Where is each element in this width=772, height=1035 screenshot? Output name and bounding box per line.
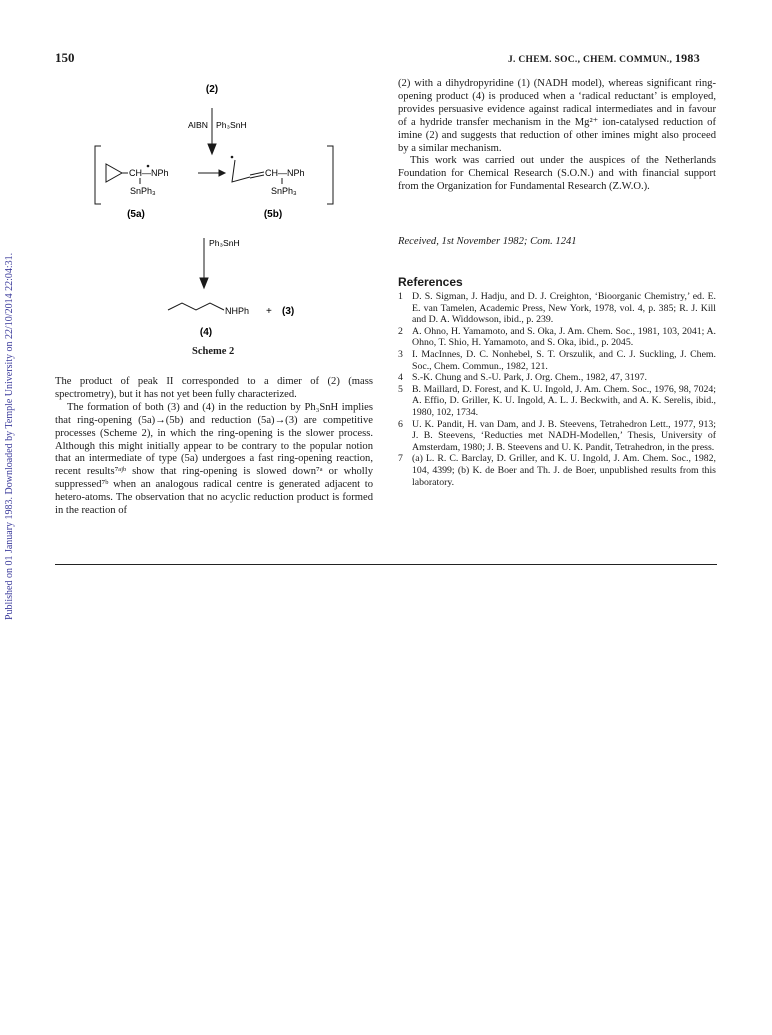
bracket-left — [95, 146, 101, 204]
running-head — [508, 51, 700, 66]
double-bond-b — [250, 175, 264, 178]
butyl-chain — [168, 303, 224, 310]
reference-item: 5 B. Maillard, D. Forest, and K. U. Ingold, J. Am. Chem. Soc., 1976, 98, 7024; A. Effio, D. Griller, K. U. Ingold, A. L. J. Beckwith, and A. K. Serelis, ibid., 1980, 102, 1734. — [398, 383, 716, 418]
reference-item: 3 I. MacInnes, D. C. Nonhebel, S. T. Orszulik, and C. J. Suckling, J. Chem. Soc., Chem. Commun., 1982, 121. — [398, 348, 716, 372]
page-rule — [55, 564, 717, 565]
journal-year: 1983 — [674, 51, 701, 65]
paragraph-formation: The formation of both (3) and (4) in the reduction by Ph₃SnH implies that ring-opening (5a)→(5b) and reduction (5a)→(3) are competitive processes (Scheme 2), in which the ring-opening is the slower process. Although this might initially appear to be contrary to the popular notion that an intermediate of type (5a) undergoes a fast ring-opening reaction, recent results⁷ᵃʲᵇ show that ring-opening is slowed down⁷ᵃ or wholly suppressed⁷ᵇ when an analogous radical centre is generated adjacent to hetero-atoms. The observation that no acyclic reduction product is formed in the reaction of — [55, 401, 373, 517]
scheme-caption: Scheme 2 — [192, 346, 235, 357]
received-date: Received, 1st November 1982; Com. 1241 — [398, 236, 577, 247]
product-nhph: NHPh — [225, 306, 250, 316]
reagent-ph3snh-1: Ph₃SnH — [216, 120, 247, 130]
plus-sign: + — [266, 306, 272, 317]
arrow-3-head — [200, 278, 208, 288]
snph3-5a: SnPh₃ — [130, 186, 156, 196]
compound-4-label: (4) — [199, 327, 213, 338]
radical-dot-5a — [147, 165, 150, 168]
scheme-2-figure — [80, 78, 380, 358]
left-column — [55, 376, 373, 518]
paragraph-acknowledgement: This work was carried out under the auspices of the Netherlands Foundation for Chemical Research (S.O.N.) and with financial support from the Organization for Fundamental Research (Z.W.O.). — [398, 155, 716, 193]
right-column — [398, 78, 716, 194]
download-notice-text: Published on 01 January 1983. Downloaded by Temple University on 22/10/2014 22:04:31. — [4, 252, 15, 620]
snph3-5b: SnPh₃ — [271, 186, 297, 196]
butenyl-chain — [232, 160, 250, 182]
bracket-right — [327, 146, 333, 204]
arrow-2-head — [219, 170, 225, 176]
double-bond-a — [250, 172, 264, 175]
compound-5a-label: (5a) — [127, 209, 145, 220]
reference-item: 6 U. K. Pandit, H. van Dam, and J. B. Steevens, Tetrahedron Lett., 1977, 913; J. B. Steevens, ‘Reducties met NADH-Modellen,’ Thesis, University of Amsterdam, 1980; J. B. Steevens and U. K. Pandit, Tetrahedron, in the press. — [398, 418, 716, 453]
compound-3-label: (3) — [282, 306, 295, 317]
page-number: 150 — [55, 50, 75, 65]
arrow-1-head — [208, 144, 216, 154]
cyclopropyl-ring — [106, 164, 122, 182]
reference-item: 2 A. Ohno, H. Yamamoto, and S. Oka, J. Am. Chem. Soc., 1981, 103, 2041; A. Ohno, T. Shio, H. Yamamoto, and S. Oka, ibid., p. 2045. — [398, 325, 716, 349]
download-notice[interactable] — [1, 252, 17, 620]
reference-item: 7 (a) L. R. C. Barclay, D. Griller, and K. U. Ingold, J. Am. Chem. Soc., 1982, 104, 4399; (b) K. de Boer and Th. J. de Boer, unpublished results from this laboratory. — [398, 453, 716, 488]
journal-name: J. CHEM. SOC., CHEM. COMMUN., — [508, 55, 673, 65]
reagent-aibn: AIBN — [187, 120, 208, 130]
references-heading: References — [398, 275, 463, 289]
radical-dot-5b — [231, 156, 234, 159]
reference-item: 4 S.-K. Chung and S.-U. Park, J. Org. Chem., 1982, 47, 3197. — [398, 372, 647, 384]
references-list — [398, 291, 716, 488]
paragraph-peak-ii: The product of peak II corresponded to a dimer of (2) (mass spectrometry), but it has not yet been fully characterized. — [55, 376, 373, 400]
paragraph-dihydropyridine: (2) with a dihydropyridine (1) (NADH model), whereas significant ring-opening product (4) is produced when a ‘radical reductant’ is employed, provides persuasive evidence against radical intermediates and in favour of a hydride transfer mechanism in the Mg²⁺ ion-catalysed reduction of imine (2) and suggests that reduction of other imines might also proceed by a similar mechanism. — [398, 78, 716, 154]
reference-item: 1 D. S. Sigman, J. Hadju, and D. J. Creighton, ‘Bioorganic Chemistry,’ ed. E. E. van Tamelen, Academic Press, New York, 1978, vol. 4, p. 385; R. J. Kill and D. A. Widdowson, ibid., p. 239. — [398, 291, 716, 326]
compound-5b-label: (5b) — [263, 209, 283, 220]
group-5b: CH—NPh — [265, 168, 305, 178]
compound-2-label: (2) — [205, 84, 219, 95]
reagent-ph3snh-2: Ph₃SnH — [209, 238, 240, 248]
group-5a: CH—NPh — [129, 168, 169, 178]
